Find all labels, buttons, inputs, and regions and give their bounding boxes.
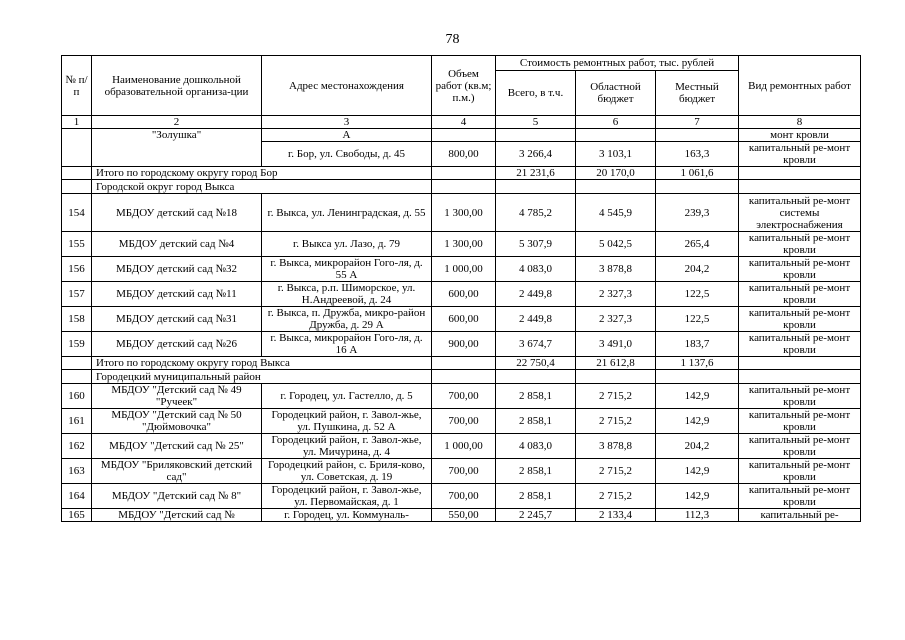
section-title: Городецкий муниципальный район xyxy=(92,370,432,384)
volume: 1 300,00 xyxy=(432,232,496,257)
cost-total: 2 858,1 xyxy=(496,484,576,509)
cost-local: 265,4 xyxy=(656,232,739,257)
cost-total: 4 785,2 xyxy=(496,194,576,232)
work-type: капитальный ре- xyxy=(739,509,861,522)
address: г. Выкса, ул. Ленинградская, д. 55 xyxy=(262,194,432,232)
cost-local: 204,2 xyxy=(656,434,739,459)
subtotal-label: Итого по городскому округу город Бор xyxy=(92,167,432,180)
org-name: МБДОУ детский сад №4 xyxy=(92,232,262,257)
address: г. Выкса, р.п. Шиморское, ул. Н.Андреевой, д. 24 xyxy=(262,282,432,307)
address: Городецкий район, с. Бриля-ково, ул. Советская, д. 19 xyxy=(262,459,432,484)
row-number: 162 xyxy=(62,434,92,459)
volume: 700,00 xyxy=(432,459,496,484)
address: г. Выкса, микрорайон Гого-ля, д. 55 А xyxy=(262,257,432,282)
address: Городецкий район, г. Завол-жье, ул. Мичурина, д. 4 xyxy=(262,434,432,459)
volume: 1 300,00 xyxy=(432,194,496,232)
table-row xyxy=(62,384,861,409)
cost-regional: 2 715,2 xyxy=(576,384,656,409)
work-type: капитальный ре-монт кровли xyxy=(739,232,861,257)
header-total: Всего, в т.ч. xyxy=(496,71,576,116)
header-local: Местный бюджет xyxy=(656,71,739,116)
header-address: Адрес местонахождения xyxy=(262,56,432,116)
cost-regional: 3 878,8 xyxy=(576,434,656,459)
row-number: 163 xyxy=(62,459,92,484)
row-number: 157 xyxy=(62,282,92,307)
address: г. Выкса ул. Лазо, д. 79 xyxy=(262,232,432,257)
address: г. Бор, ул. Свободы, д. 45 xyxy=(262,142,432,167)
table-row xyxy=(62,332,861,357)
cost-total: 2 858,1 xyxy=(496,459,576,484)
volume: 550,00 xyxy=(432,509,496,522)
col-number: 7 xyxy=(656,116,739,129)
header-name: Наименование дошкольной образовательной организа-ции xyxy=(92,56,262,116)
table-row xyxy=(62,232,861,257)
org-name: МБДОУ "Детский сад № 50 "Дюймовочка" xyxy=(92,409,262,434)
cost-local: 142,9 xyxy=(656,484,739,509)
table-row xyxy=(62,257,861,282)
work-type: капитальный ре-монт кровли xyxy=(739,384,861,409)
table-row xyxy=(62,434,861,459)
table-row xyxy=(62,307,861,332)
cost-total: 3 674,7 xyxy=(496,332,576,357)
header-work-type: Вид ремонтных работ xyxy=(739,56,861,116)
header-regional: Областной бюджет xyxy=(576,71,656,116)
subtotal-row xyxy=(62,167,861,180)
work-type: капитальный ре-монт кровли xyxy=(739,332,861,357)
work-type: капитальный ре-монт кровли xyxy=(739,459,861,484)
org-name: МБДОУ "Детский сад № 8" xyxy=(92,484,262,509)
page-number: 78 xyxy=(445,32,460,47)
cost-total: 3 266,4 xyxy=(496,142,576,167)
volume: 900,00 xyxy=(432,332,496,357)
table-row xyxy=(62,194,861,232)
org-name: МБДОУ детский сад №26 xyxy=(92,332,262,357)
cost-regional: 2 327,3 xyxy=(576,307,656,332)
table-row xyxy=(62,484,861,509)
row-number: 160 xyxy=(62,384,92,409)
subtotal-local: 1 061,6 xyxy=(656,167,739,180)
table-row xyxy=(62,142,861,167)
table-row xyxy=(62,459,861,484)
work-type: капитальный ре-монт кровли xyxy=(739,282,861,307)
cost-regional: 3 103,1 xyxy=(576,142,656,167)
col-number: 6 xyxy=(576,116,656,129)
address: г. Городец, ул. Гастелло, д. 5 xyxy=(262,384,432,409)
work-type: монт кровли xyxy=(739,129,861,142)
work-type: капитальный ре-монт кровли xyxy=(739,142,861,167)
org-name: МБДОУ детский сад №18 xyxy=(92,194,262,232)
address: г. Выкса, микрорайон Гого-ля, д. 16 А xyxy=(262,332,432,357)
row-number: 155 xyxy=(62,232,92,257)
cost-regional: 5 042,5 xyxy=(576,232,656,257)
work-type: капитальный ре-монт кровли xyxy=(739,409,861,434)
work-type: капитальный ре-монт кровли xyxy=(739,257,861,282)
address: г. Городец, ул. Коммуналь- xyxy=(262,509,432,522)
volume: 700,00 xyxy=(432,384,496,409)
subtotal-label: Итого по городскому округу город Выкса xyxy=(92,357,432,370)
table-row xyxy=(62,129,861,142)
cost-total: 2 858,1 xyxy=(496,409,576,434)
cost-local: 142,9 xyxy=(656,384,739,409)
col-number: 3 xyxy=(262,116,432,129)
volume: 1 000,00 xyxy=(432,257,496,282)
cost-local: 239,3 xyxy=(656,194,739,232)
org-name: МБДОУ "Детский сад № 49 "Ручеек" xyxy=(92,384,262,409)
col-number: 5 xyxy=(496,116,576,129)
header-cost-group: Стоимость ремонтных работ, тыс. рублей xyxy=(496,56,739,71)
table-row xyxy=(62,282,861,307)
subtotal-row xyxy=(62,357,861,370)
volume: 1 000,00 xyxy=(432,434,496,459)
table-row xyxy=(62,409,861,434)
address: Городецкий район, г. Завол-жье, ул. Пушкина, д. 52 А xyxy=(262,409,432,434)
row-number: 159 xyxy=(62,332,92,357)
cost-regional: 2 715,2 xyxy=(576,459,656,484)
cost-regional: 2 327,3 xyxy=(576,282,656,307)
header-volume: Объем работ (кв.м; п.м.) xyxy=(432,56,496,116)
cost-local: 183,7 xyxy=(656,332,739,357)
cost-total: 2 858,1 xyxy=(496,384,576,409)
subtotal-total: 21 231,6 xyxy=(496,167,576,180)
row-number: 156 xyxy=(62,257,92,282)
volume: 700,00 xyxy=(432,409,496,434)
cost-local: 163,3 xyxy=(656,142,739,167)
subtotal-regional: 20 170,0 xyxy=(576,167,656,180)
org-name: МБДОУ "Детский сад № 25" xyxy=(92,434,262,459)
volume: 600,00 xyxy=(432,282,496,307)
col-number: 2 xyxy=(92,116,262,129)
row-number: 161 xyxy=(62,409,92,434)
repair-table xyxy=(61,55,861,522)
work-type: капитальный ре-монт кровли xyxy=(739,434,861,459)
subtotal-total: 22 750,4 xyxy=(496,357,576,370)
org-name: МБДОУ "Детский сад № xyxy=(92,509,262,522)
address: г. Выкса, п. Дружба, микро-район Дружба, д. 29 А xyxy=(262,307,432,332)
section-title: Городской округ город Выкса xyxy=(92,180,432,194)
cost-local: 122,5 xyxy=(656,282,739,307)
org-name: МБДОУ "Бриляковский детский сад" xyxy=(92,459,262,484)
cost-regional: 3 878,8 xyxy=(576,257,656,282)
cost-total: 4 083,0 xyxy=(496,257,576,282)
cost-regional: 2 715,2 xyxy=(576,484,656,509)
column-numbers-row xyxy=(62,116,861,129)
cost-total: 5 307,9 xyxy=(496,232,576,257)
work-type: капитальный ре-монт кровли xyxy=(739,484,861,509)
subtotal-local: 1 137,6 xyxy=(656,357,739,370)
cost-regional: 2 133,4 xyxy=(576,509,656,522)
cost-local: 122,5 xyxy=(656,307,739,332)
section-row xyxy=(62,370,861,384)
cost-total: 2 245,7 xyxy=(496,509,576,522)
address: Городецкий район, г. Завол-жье, ул. Первомайская, д. 1 xyxy=(262,484,432,509)
row-number: 158 xyxy=(62,307,92,332)
cost-regional: 4 545,9 xyxy=(576,194,656,232)
col-number: 4 xyxy=(432,116,496,129)
cost-local: 142,9 xyxy=(656,409,739,434)
org-name: МБДОУ детский сад №32 xyxy=(92,257,262,282)
volume: 800,00 xyxy=(432,142,496,167)
work-type: капитальный ре-монт системы электроснабжения xyxy=(739,194,861,232)
section-row xyxy=(62,180,861,194)
org-name: МБДОУ детский сад №11 xyxy=(92,282,262,307)
volume: 600,00 xyxy=(432,307,496,332)
col-number: 1 xyxy=(62,116,92,129)
cost-local: 112,3 xyxy=(656,509,739,522)
cost-total: 4 083,0 xyxy=(496,434,576,459)
row-number: 164 xyxy=(62,484,92,509)
row-number: 154 xyxy=(62,194,92,232)
org-name: МБДОУ детский сад №31 xyxy=(92,307,262,332)
header-number: № п/п xyxy=(62,56,92,116)
cost-total: 2 449,8 xyxy=(496,307,576,332)
org-name: "Золушка" xyxy=(92,129,262,142)
row-number: 165 xyxy=(62,509,92,522)
cost-local: 142,9 xyxy=(656,459,739,484)
col-number: 8 xyxy=(739,116,861,129)
cost-regional: 3 491,0 xyxy=(576,332,656,357)
cost-local: 204,2 xyxy=(656,257,739,282)
subtotal-regional: 21 612,8 xyxy=(576,357,656,370)
cost-total: 2 449,8 xyxy=(496,282,576,307)
volume: 700,00 xyxy=(432,484,496,509)
work-type: капитальный ре-монт кровли xyxy=(739,307,861,332)
table-row xyxy=(62,509,861,522)
address: А xyxy=(262,129,432,142)
cost-regional: 2 715,2 xyxy=(576,409,656,434)
